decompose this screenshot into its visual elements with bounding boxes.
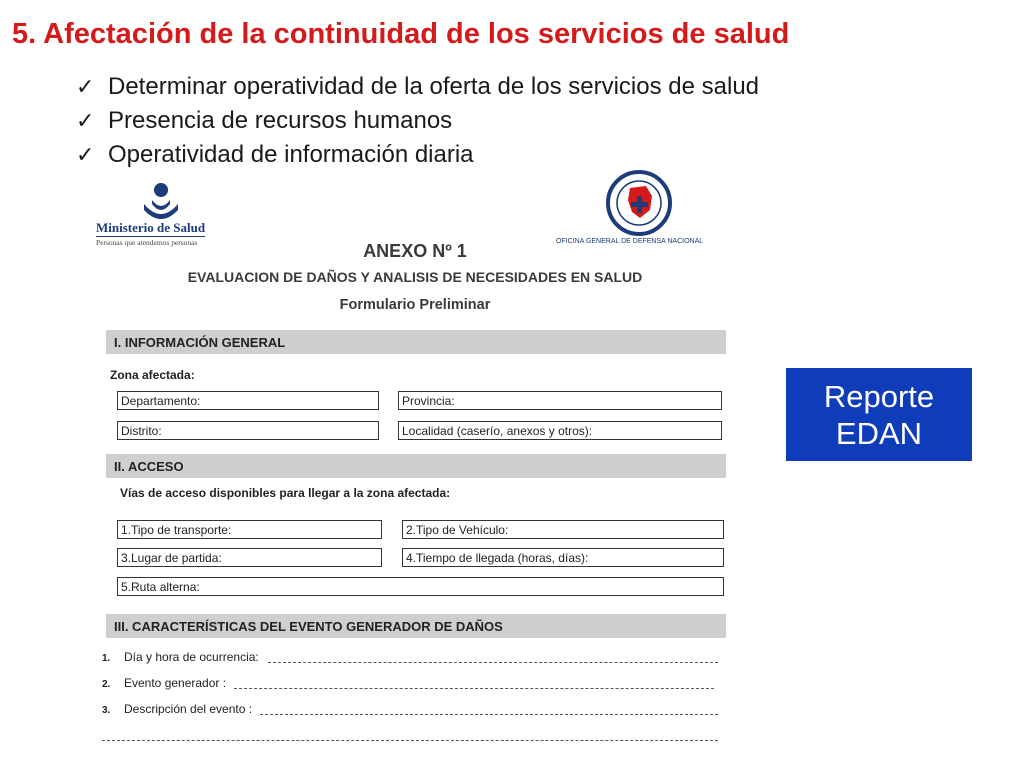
bullet-item [76,70,759,104]
ogdn-logo [556,170,706,250]
bullet-text: Determinar operatividad de la oferta de los servicios de salud [108,73,760,100]
ruta-alterna-field [117,577,724,596]
departamento-field [117,391,379,410]
field-label: 4.Tiempo de llegada (horas, días): [406,550,589,565]
distrito-field [117,421,379,440]
section-general-bar [106,330,726,354]
zona-afectada-label: Zona afectada: [110,368,195,382]
reporte-edan-button[interactable] [786,368,972,461]
vias-acceso-label: Vías de acceso disponibles para llegar a la zona afectada: [120,486,451,500]
bullet-list [76,70,759,172]
minsa-name: Ministerio de Salud [96,220,206,235]
tipo-transporte-field [117,520,382,539]
checkmark-icon: ✓ [76,108,95,133]
checkmark-icon: ✓ [76,74,95,99]
ogdn-seal-icon [606,170,672,236]
provincia-field [398,391,722,410]
section-evento-bar [106,614,726,638]
button-line-2: EDAN [835,415,923,451]
tiempo-llegada-field [402,548,724,567]
checkmark-icon: ✓ [76,142,95,167]
field-label: 3.Lugar de partida: [121,550,222,565]
bullet-item [76,104,759,138]
lugar-partida-field [117,548,382,567]
question-number: 3. [102,705,111,716]
answer-line [234,688,714,689]
answer-line [260,714,718,715]
ogdn-caption: OFICINA GENERAL DE DEFENSA NACIONAL [556,238,704,245]
field-label: Departamento: [121,393,201,408]
question-number: 2. [102,679,111,690]
minsa-logo [96,182,226,247]
field-label: 2.Tipo de Vehículo: [406,522,509,537]
question-descripcion: Descripción del evento : [124,702,253,716]
field-label: Localidad (caserío, anexos y otros): [402,423,593,438]
bullet-text: Presencia de recursos humanos [108,107,453,134]
question-evento-generador: Evento generador : [124,676,227,690]
field-label: 5.Ruta alterna: [121,579,200,594]
tipo-vehiculo-field [402,520,724,539]
field-label: Distrito: [121,423,162,438]
section-general-title: I. INFORMACIÓN GENERAL [114,334,286,350]
field-label: Provincia: [402,393,455,408]
bullet-item [76,138,759,172]
section-acceso-bar [106,454,726,478]
section-evento-title: III. CARACTERÍSTICAS DEL EVENTO GENERADOR DE DAÑOS [114,618,503,634]
bullet-text: Operatividad de información diaria [108,141,474,168]
minsa-tagline: Personas que atendemos personas [96,238,198,247]
form-image [90,168,740,768]
section-acceso-title: II. ACCESO [114,458,184,474]
answer-line [102,740,718,741]
form-title: ANEXO Nº 1 [363,241,467,261]
form-subtitle: EVALUACION DE DAÑOS Y ANALISIS DE NECESIDADES EN SALUD [187,269,643,285]
form-subtitle-2: Formulario Preliminar [339,297,491,313]
slide-title: 5. Afectación de la continuidad de los servicios de salud [12,18,790,50]
question-number: 1. [102,653,111,664]
question-ocurrencia: Día y hora de ocurrencia: [124,650,259,664]
button-line-1: Reporte [823,378,935,414]
minsa-emblem-icon [138,182,184,222]
localidad-field [398,421,722,440]
answer-line [268,662,718,663]
field-label: 1.Tipo de transporte: [121,522,232,537]
